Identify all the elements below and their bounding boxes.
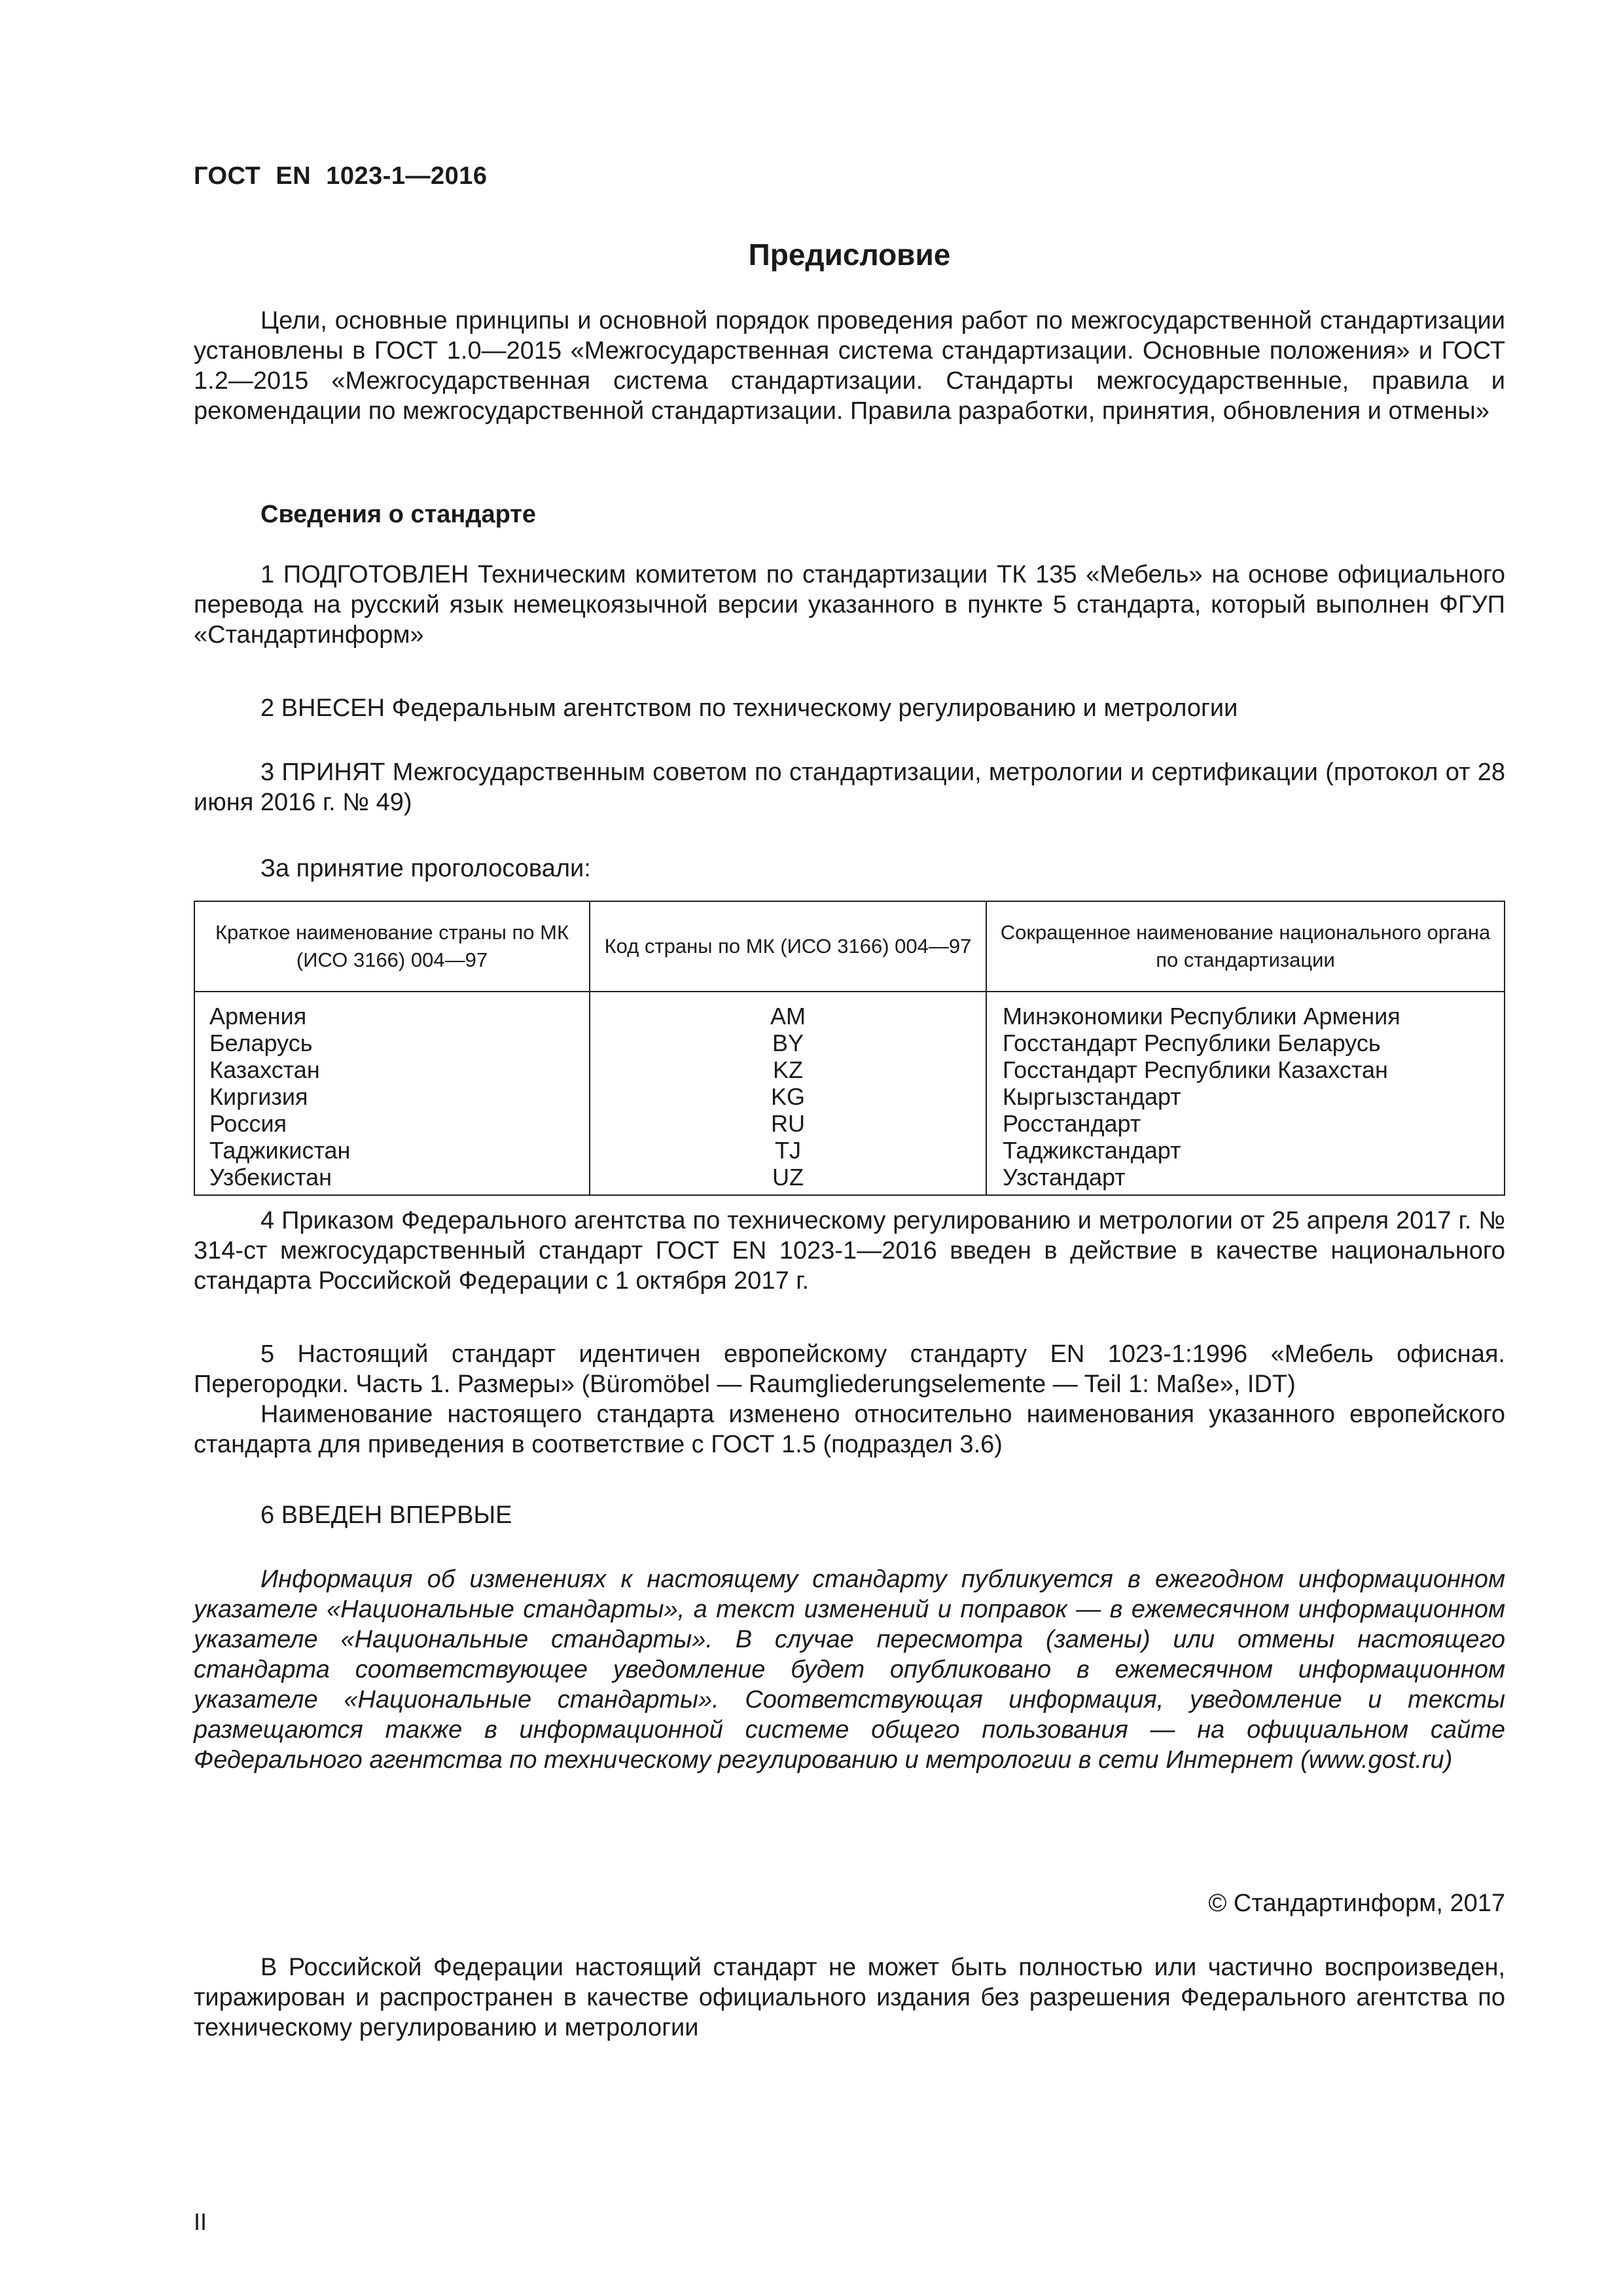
page-number: II [194,2208,207,2235]
country-name-cell: Киргизия [194,1083,590,1110]
table-row [194,1056,1505,1083]
table-row [194,1083,1505,1110]
country-code-cell: KZ [590,1056,986,1083]
country-name-cell: Беларусь [194,1030,590,1056]
item-5-note-paragraph: Наименование настоящего стандарта изменено относительно наименования указанного европейского стандарта для приведения в соответствие с ГОСТ 1.5 (подраздел 3.6) [194,1401,1505,1458]
voting-table [194,901,1505,1196]
country-name-cell: Армения [194,992,590,1030]
item-5-paragraph: 5 Настоящий стандарт идентичен европейскому стандарту EN 1023-1:1996 «Мебель офисная. Перегородки. Часть 1. Размеры» (Büromöbel — Raumgliederungselemente — Teil 1: Maße», IDT) [194,1340,1505,1398]
national-body-cell: Кыргызстандарт [986,1083,1505,1110]
table-header-row [194,901,1505,992]
table-row [194,1137,1505,1164]
country-name-cell: Таджикистан [194,1137,590,1164]
header-national-body: Сокращенное наименование национального органа по стандартизации [986,901,1505,992]
national-body-cell: Госстандарт Республики Беларусь [986,1030,1505,1056]
item-6-paragraph: 6 ВВЕДЕН ВПЕРВЫЕ [260,1501,512,1529]
info-heading: Сведения о стандарте [260,501,537,528]
national-body-cell: Росстандарт [986,1110,1505,1137]
header-country-code: Код страны по МК (ИСО 3166) 004—97 [590,901,986,992]
item-3-paragraph: 3 ПРИНЯТ Межгосударственным советом по стандартизации, метрологии и сертификации (протокол от 28 июня 2016 г. № 49) [194,759,1505,816]
table-row [194,992,1505,1030]
table-row [194,1030,1505,1056]
item-4-paragraph: 4 Приказом Федерального агентства по техническому регулированию и метрологии от 25 апреля 2017 г. № 314-ст межгосударственный стандарт ГОСТ EN 1023-1—2016 введен в действие в качестве национального стандарта Российской Федерации с 1 октября 2017 г. [194,1207,1505,1295]
national-body-cell: Госстандарт Республики Казахстан [986,1056,1505,1083]
country-code-cell: TJ [590,1137,986,1164]
country-code-cell: BY [590,1030,986,1056]
national-body-cell: Таджикстандарт [986,1137,1505,1164]
table-row [194,1164,1505,1195]
item-1-paragraph: 1 ПОДГОТОВЛЕН Техническим комитетом по стандартизации ТК 135 «Мебель» на основе официального перевода на русский язык немецкоязычной версии указанного в пункте 5 стандарта, который выполнен ФГУП «Стандартинформ» [194,561,1505,649]
page-title: Предисловие [748,238,951,272]
intro-paragraph: Цели, основные принципы и основной порядок проведения работ по межгосударственной стандартизации установлены в ГОСТ 1.0—2015 «Межгосударственная система стандартизации. Основные положения» и ГОСТ 1.2—2015 «Межгосударственная система стандартизации. Стандарты межгосударственные, правила и рекомендации по межгосударственной стандартизации. Правила разработки, принятия, обновления и отмены» [194,307,1505,425]
national-body-cell: Минэкономики Республики Армения [986,992,1505,1030]
document-page [194,0,1505,2296]
country-code-cell: AM [590,992,986,1030]
legal-notice-paragraph: В Российской Федерации настоящий стандарт не может быть полностью или частично воспроизведен, тиражирован и распространен в качестве официального издания без разрешения Федерального агентства по техническому регулированию и метрологии [194,1954,1505,2041]
copyright-line: © Стандартинформ, 2017 [1208,1890,1505,1917]
country-name-cell: Казахстан [194,1056,590,1083]
change-notice-paragraph: Информация об изменениях к настоящему стандарту публикуется в ежегодном информационном указателе «Национальные стандарты», а текст изменений и поправок — в ежемесячном информационном указателе «Национальные стандарты». В случае пересмотра (замены) или отмены настоящего стандарта соответствующее уведомление будет опубликовано в ежемесячном информационном указателе «Национальные стандарты». Соответствующая информация, уведомление и тексты размещаются также в информационной системе общего пользования — на официальном сайте Федерального агентства по техническому регулированию и метрологии в сети Интернет (www.gost.ru) [194,1566,1505,1774]
national-body-cell: Узстандарт [986,1164,1505,1195]
country-name-cell: Узбекистан [194,1164,590,1195]
vote-intro: За принятие проголосовали: [260,855,591,882]
country-code-cell: KG [590,1083,986,1110]
table-row [194,1110,1505,1137]
country-code-cell: RU [590,1110,986,1137]
standard-code-header: ГОСТ EN 1023-1—2016 [194,162,488,190]
item-2-paragraph: 2 ВНЕСЕН Федеральным агентством по техническому регулированию и метрологии [260,694,1238,722]
country-code-cell: UZ [590,1164,986,1195]
country-name-cell: Россия [194,1110,590,1137]
header-country-name: Краткое наименование страны по МК (ИСО 3166) 004—97 [194,901,590,992]
